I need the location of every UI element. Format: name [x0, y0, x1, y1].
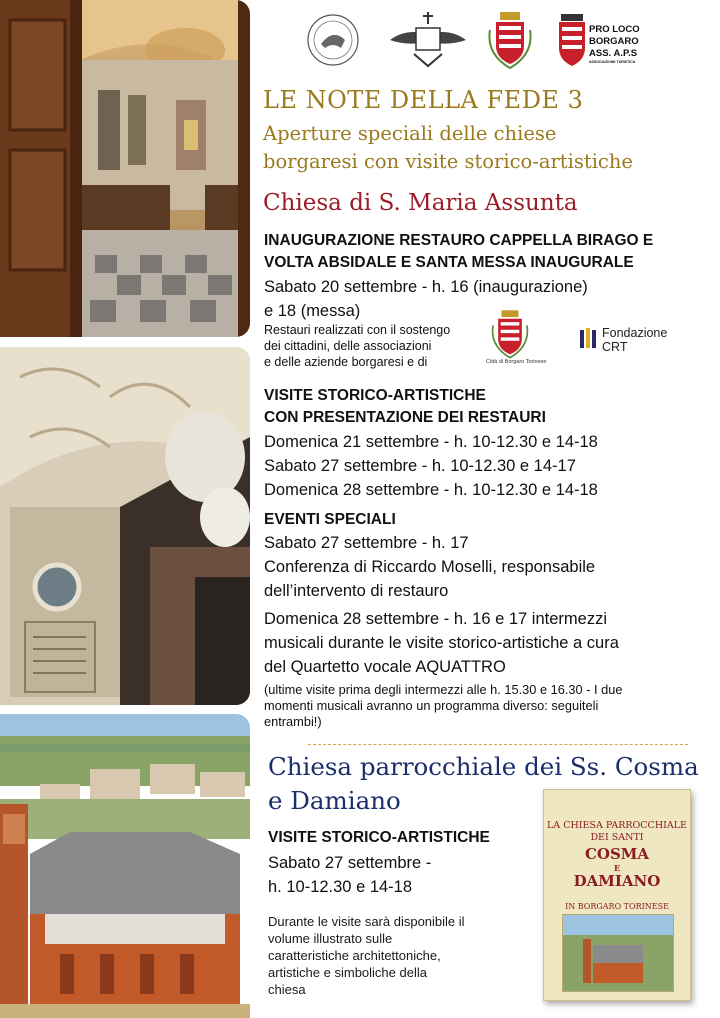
diocese-emblem-logo — [386, 10, 470, 70]
event-music-line2: musicali durante le visite storico-artistiche a cura — [264, 634, 619, 652]
section-divider — [308, 744, 688, 745]
book-small-line1: LA CHIESA PARROCCHIALE — [547, 820, 687, 831]
guided-tours-heading — [264, 385, 714, 429]
book-small-line2: DEI SANTI — [590, 832, 644, 843]
special-events-heading: EVENTI SPECIALI — [264, 511, 396, 528]
inauguration-date-line1: Sabato 20 settembre - h. 16 (inaugurazione) — [264, 278, 588, 296]
church2-date-line2: h. 10-12.30 e 14-18 — [268, 878, 413, 896]
borgaro-coat-of-arms-icon — [484, 10, 536, 70]
guided-tours-heading-line1: VISITE STORICO-ARTISTICHE — [264, 387, 486, 404]
event-music-line1: Domenica 28 settembre - h. 16 e 17 intermezzi — [264, 610, 607, 628]
fondazione-crt-logo — [580, 326, 600, 350]
church-interior-photo — [0, 0, 250, 337]
special-event-music — [264, 607, 709, 679]
parish-church-aerial-photo — [0, 714, 250, 1018]
crt-line1: Fondazione — [602, 326, 668, 340]
book-title-small — [544, 820, 690, 844]
book-cover — [543, 789, 691, 1001]
restoration-note-line2: dei cittadini, delle associazioni — [264, 339, 432, 353]
citta-label: Città di Borgaro Torinese — [486, 359, 547, 365]
inauguration-heading — [264, 230, 714, 274]
borgaro-coat-of-arms-logo — [484, 10, 536, 70]
church1-name: Chiesa di S. Maria Assunta — [263, 190, 578, 216]
volume-note-line3: caratteristiche architettoniche, — [268, 948, 441, 963]
volume-note-line1: Durante le visite sarà disponibile il — [268, 914, 465, 929]
pro-loco-line2: BORGARO — [589, 36, 639, 47]
church2-name-line2: e Damiano — [268, 786, 401, 815]
crt-bars-icon — [580, 326, 600, 350]
restoration-note-line3: e delle aziende borgaresi e di — [264, 355, 428, 369]
inauguration-heading-line2: VOLTA ABSIDALE E SANTA MESSA INAUGURALE — [264, 254, 634, 271]
pro-loco-tiny: ASSOCIAZIONE TURISTICA — [589, 60, 636, 64]
event-note-line2: momenti musicali avranno un programma diverso: seguiteli — [264, 698, 599, 713]
circular-seal-icon — [305, 10, 361, 70]
inauguration-heading-line1: INAUGURAZIONE RESTAURO CAPPELLA BIRAGO E — [264, 232, 654, 249]
chapel-stucco-photo — [0, 347, 250, 705]
guided-tours-dates — [264, 430, 714, 502]
book-big-line2: DAMIANO — [573, 872, 661, 890]
city-coat-of-arms-icon — [488, 308, 532, 360]
diocese-emblem-icon — [386, 10, 470, 70]
event-note-line1: (ultime visite prima degli intermezzi alle h. 15.30 e 16.30 - I due — [264, 682, 623, 697]
church2-tours-heading: VISITE STORICO-ARTISTICHE — [268, 829, 490, 846]
volume-note-line2: volume illustrato sulle — [268, 931, 393, 946]
church2-name-line1: Chiesa parrocchiale dei Ss. Cosma — [268, 752, 699, 781]
book-big-e: E — [613, 863, 621, 873]
event-music-line3: del Quartetto vocale AQUATTRO — [264, 658, 506, 676]
pro-loco-logo — [557, 10, 647, 70]
book-big-line1: COSMA — [584, 845, 650, 863]
volume-note-line5: chiesa — [268, 982, 306, 997]
special-event-conference — [264, 531, 714, 603]
pro-loco-line1: PRO LOCO — [589, 24, 640, 35]
restoration-sponsor-note — [264, 322, 484, 370]
church2-tours-date — [268, 851, 528, 899]
event-conference-line3: dell’intervento di restauro — [264, 582, 449, 600]
pro-loco-shield-icon — [557, 10, 587, 70]
church2-date-line1: Sabato 27 settembre - — [268, 854, 432, 872]
book-location: IN BORGARO TORINESE — [565, 902, 669, 911]
subtitle-line2: borgaresi con visite storico-artistiche — [263, 150, 633, 173]
event-note-line3: entrambi!) — [264, 714, 322, 729]
volume-note-line4: artistiche e simboliche della — [268, 965, 427, 980]
book-cover-photo — [562, 914, 674, 992]
book-title-big — [544, 846, 690, 890]
special-event-note — [264, 682, 709, 730]
pro-loco-line3: ASS. A.P.S — [589, 48, 638, 59]
event-conference-line2: Conferenza di Riccardo Moselli, responsabile — [264, 558, 596, 576]
event-subtitle — [263, 120, 713, 176]
event-title: LE NOTE DELLA FEDE 3 — [263, 86, 584, 114]
tour-date: Sabato 27 settembre - h. 10-12.30 e 14-17 — [264, 457, 576, 475]
tour-date: Domenica 28 settembre - h. 10-12.30 e 14-18 — [264, 481, 598, 499]
subtitle-line1: Aperture speciali delle chiese — [263, 122, 557, 145]
book-availability-note — [268, 913, 533, 998]
fondazione-crt-label — [602, 326, 667, 354]
inauguration-date-line2: e 18 (messa) — [264, 302, 361, 320]
restoration-note-line1: Restauri realizzati con il sostengo — [264, 323, 451, 337]
crt-line2: CRT — [602, 340, 628, 354]
event-conference-line1: Sabato 27 settembre - h. 17 — [264, 534, 469, 552]
circular-seal-logo — [305, 10, 361, 70]
tour-date: Domenica 21 settembre - h. 10-12.30 e 14-18 — [264, 433, 598, 451]
guided-tours-heading-line2: CON PRESENTAZIONE DEI RESTAURI — [264, 409, 546, 426]
citta-borgaro-logo — [488, 308, 532, 360]
